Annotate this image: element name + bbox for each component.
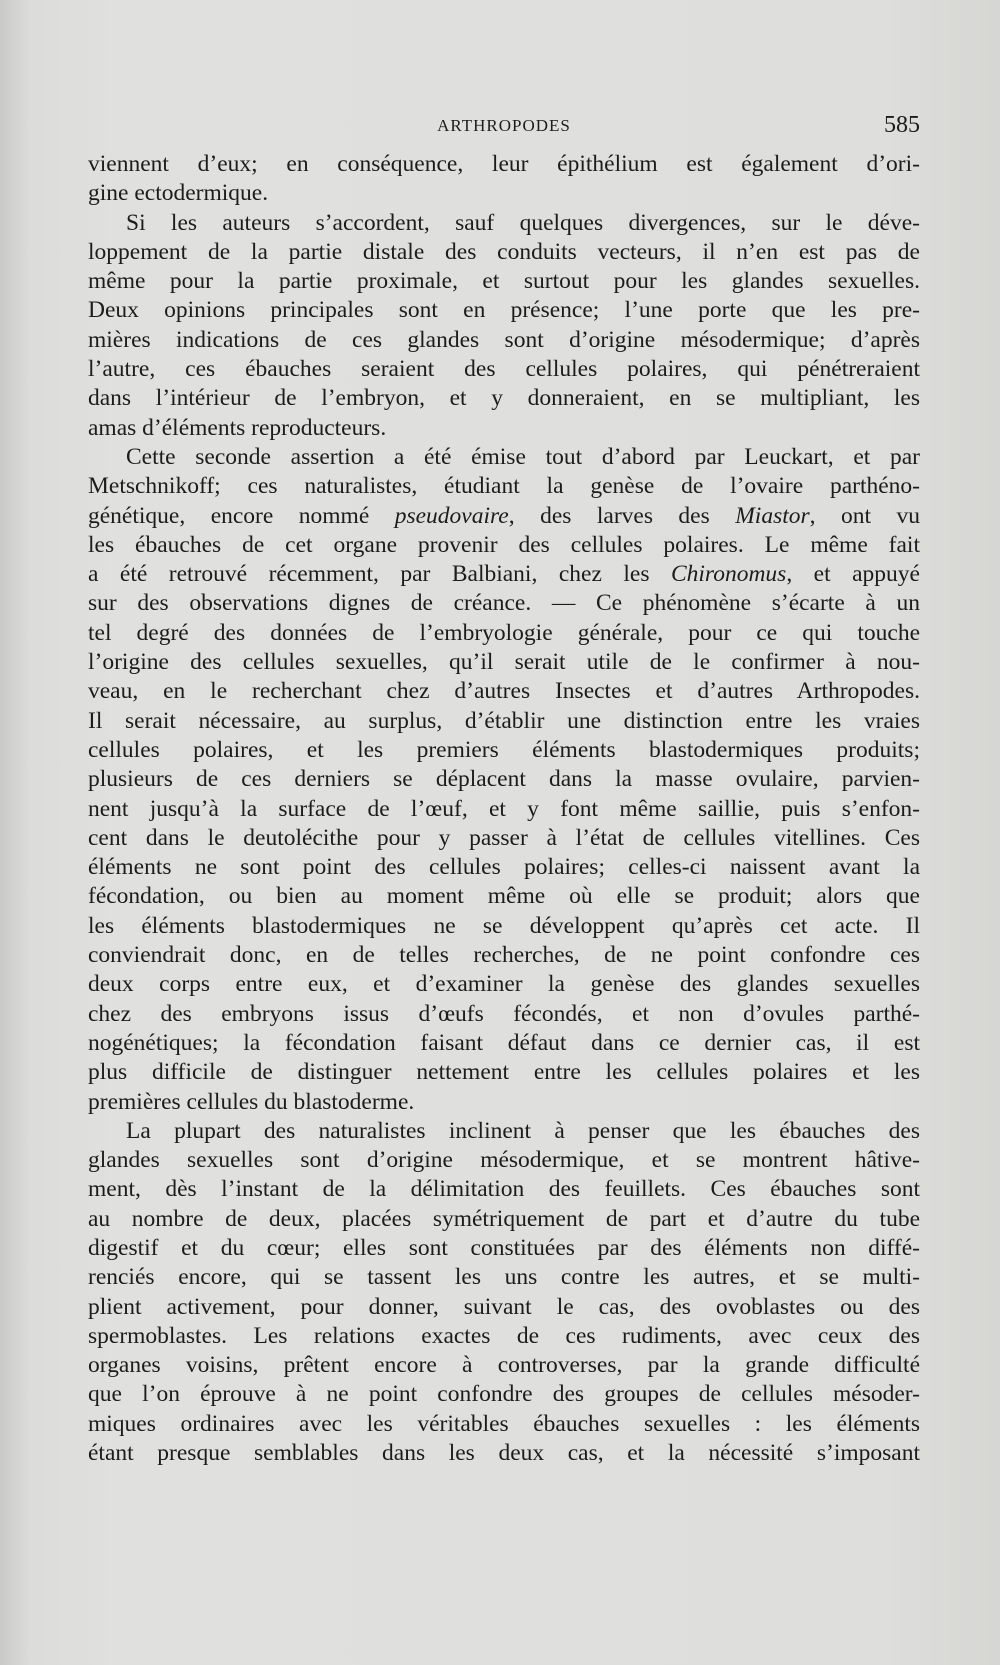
line-text: nent jusqu’à la surface de l’œuf, et y font même saillie, puis s’enfon-	[88, 795, 920, 822]
text-line	[88, 1322, 920, 1351]
text-line	[88, 209, 920, 238]
line-text: Si les auteurs s’accordent, sauf quelques divergences, sur le déve-	[126, 209, 920, 236]
line-text: fécondation, ou bien au moment même où elle se produit; alors que	[88, 883, 920, 910]
text-line	[88, 560, 920, 589]
line-text: spermoblastes. Les relations exactes de ces rudiments, avec ceux des	[88, 1322, 920, 1349]
text-line	[88, 707, 920, 736]
text-line	[88, 941, 920, 970]
text-line	[88, 531, 920, 560]
line-text: gine ectodermique.	[88, 180, 269, 207]
line-text: l’origine des cellules sexuelles, qu’il serait utile de le confirmer à nou-	[88, 649, 920, 676]
text-line	[88, 648, 920, 677]
line-text: veau, en le recherchant chez d’autres Insectes et d’autres Arthropodes.	[88, 678, 920, 705]
text-line	[88, 1117, 920, 1146]
line-text: nogénétiques; la fécondation faisant défaut dans ce dernier cas, il est	[88, 1029, 920, 1056]
body-text	[88, 150, 920, 1468]
line-text: La plupart des naturalistes inclinent à penser que les ébauches des	[126, 1117, 920, 1144]
line-text: glandes sexuelles sont d’origine mésodermique, et se montrent hâtive-	[88, 1147, 920, 1174]
text-line	[88, 853, 920, 882]
line-text: que l’on éprouve à ne point confondre des groupes de cellules mésoder-	[88, 1381, 920, 1408]
italic-term: Miastor	[735, 502, 810, 529]
text-line	[88, 179, 920, 208]
text-line	[88, 326, 920, 355]
text-line	[88, 882, 920, 911]
line-text: , des larves des	[508, 502, 736, 529]
text-line	[88, 912, 920, 941]
line-text: sur des observations dignes de créance. — Ce phénomène s’écarte à un	[88, 590, 920, 617]
text-line	[88, 1205, 920, 1234]
text-line	[88, 970, 920, 999]
text-line	[88, 1146, 920, 1175]
line-text: Deux opinions principales sont en présence; l’une porte que les pre-	[88, 297, 920, 324]
italic-term: pseudovaire	[394, 502, 509, 529]
text-line	[88, 1088, 920, 1117]
text-line	[88, 502, 920, 531]
line-text: dans l’intérieur de l’embryon, et y donneraient, en se multipliant, les	[88, 385, 920, 412]
text-line	[88, 795, 920, 824]
text-line	[88, 677, 920, 706]
line-text: digestif et du cœur; elles sont constituées par des éléments non diffé-	[88, 1234, 920, 1261]
text-line	[88, 736, 920, 765]
line-text: plus difficile de distinguer nettement entre les cellules polaires et les	[88, 1059, 920, 1086]
line-text: miques ordinaires avec les véritables ébauches sexuelles : les éléments	[88, 1410, 920, 1437]
text-line	[88, 589, 920, 618]
line-text: plient activement, pour donner, suivant le cas, des ovoblastes ou des	[88, 1293, 920, 1320]
line-text: , ont vu	[809, 502, 921, 529]
line-text: Metschnikoff; ces naturalistes, étudiant la genèse de l’ovaire parthéno-	[88, 473, 920, 500]
line-text: génétique, encore nommé	[88, 502, 395, 529]
line-text: tel degré des données de l’embryologie générale, pour ce qui touche	[88, 619, 920, 646]
text-line	[88, 472, 920, 501]
italic-term: Chironomus	[670, 561, 787, 588]
line-text: conviendrait donc, en de telles recherches, de ne point confondre ces	[88, 942, 920, 969]
line-text: ment, dès l’instant de la délimitation des feuillets. Ces ébauches sont	[88, 1176, 920, 1203]
line-text: même pour la partie proximale, et surtout pour les glandes sexuelles.	[88, 268, 920, 295]
text-line	[88, 384, 920, 413]
text-line	[88, 1293, 920, 1322]
text-line	[88, 1439, 920, 1468]
line-text: loppement de la partie distale des conduits vecteurs, il n’en est pas de	[88, 238, 920, 265]
line-text: mières indications de ces glandes sont d’origine mésodermique; d’après	[88, 326, 920, 353]
page-header	[88, 112, 920, 140]
text-line	[88, 296, 920, 325]
line-text: chez des embryons issus d’œufs fécondés, et non d’ovules parthé-	[88, 1000, 920, 1027]
text-line	[88, 824, 920, 853]
line-text: éléments ne sont point des cellules polaires; celles-ci naissent avant la	[88, 854, 920, 881]
text-line	[88, 150, 920, 179]
page-number: 585	[884, 112, 920, 138]
text-line	[88, 267, 920, 296]
text-line	[88, 1351, 920, 1380]
line-text: amas d’éléments reproducteurs.	[88, 414, 387, 441]
text-line	[88, 1029, 920, 1058]
line-text: les ébauches de cet organe provenir des cellules polaires. Le même fait	[88, 531, 920, 558]
text-line	[88, 355, 920, 384]
text-line	[88, 1000, 920, 1029]
text-line	[88, 443, 920, 472]
line-text: cellules polaires, et les premiers éléments blastodermiques produits;	[88, 736, 920, 763]
text-line	[88, 1058, 920, 1087]
line-text: organes voisins, prêtent encore à controverses, par la grande difficulté	[88, 1352, 920, 1379]
line-text: les éléments blastodermiques ne se développent qu’après cet acte. Il	[88, 912, 920, 939]
line-text: , et appuyé	[786, 561, 920, 588]
line-text: Il serait nécessaire, au surplus, d’établir une distinction entre les vraies	[88, 707, 920, 734]
line-text: au nombre de deux, placées symétriquement de part et d’autre du tube	[88, 1205, 920, 1232]
line-text: cent dans le deutolécithe pour y passer à l’état de cellules vitellines. Ces	[88, 824, 920, 851]
text-line	[88, 1263, 920, 1292]
line-text: viennent d’eux; en conséquence, leur épithélium est également d’ori-	[88, 151, 920, 177]
text-line	[88, 1175, 920, 1204]
line-text: a été retrouvé récemment, par Balbiani, chez les	[88, 561, 671, 588]
text-line	[88, 619, 920, 648]
text-line	[88, 765, 920, 794]
line-text: renciés encore, qui se tassent les uns contre les autres, et se multi-	[88, 1264, 920, 1291]
line-text: deux corps entre eux, et d’examiner la genèse des glandes sexuelles	[88, 971, 920, 998]
text-line	[88, 1234, 920, 1263]
text-line	[88, 1380, 920, 1409]
text-line	[88, 238, 920, 267]
running-title: ARTHROPODES	[437, 116, 571, 135]
text-line	[88, 1410, 920, 1439]
line-text: l’autre, ces ébauches seraient des cellules polaires, qui pénétreraient	[88, 356, 920, 383]
line-text: Cette seconde assertion a été émise tout d’abord par Leuckart, et par	[126, 443, 920, 470]
text-line	[88, 414, 920, 443]
line-text: étant presque semblables dans les deux cas, et la nécessité s’imposant	[88, 1440, 920, 1467]
line-text: plusieurs de ces derniers se déplacent dans la masse ovulaire, parvien-	[88, 766, 920, 793]
line-text: premières cellules du blastoderme.	[88, 1088, 415, 1115]
